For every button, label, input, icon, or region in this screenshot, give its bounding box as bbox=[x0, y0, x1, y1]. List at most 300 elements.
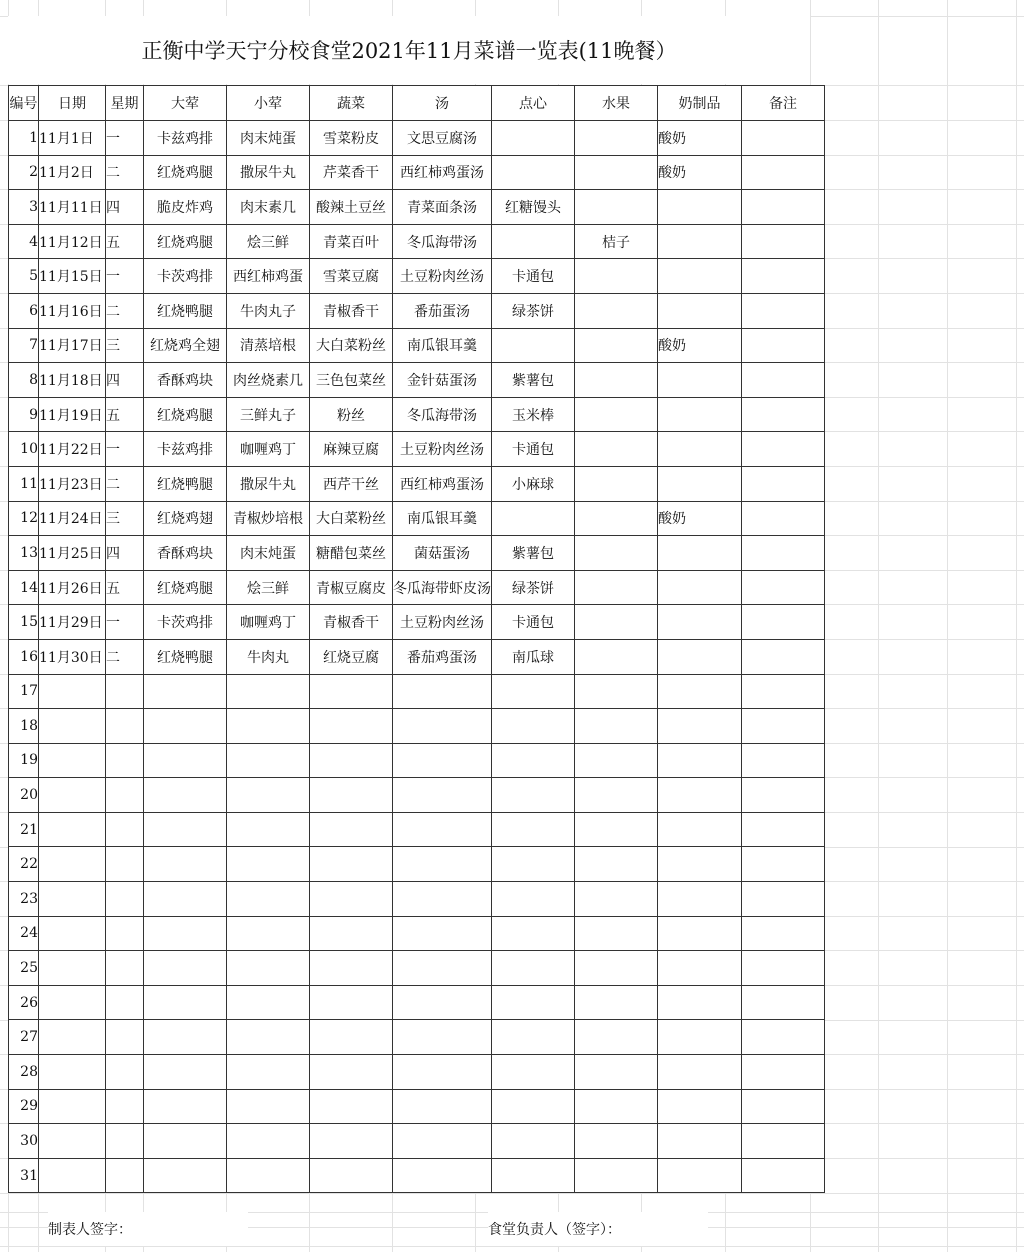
cell-main-meat: 红烧鸭腿 bbox=[144, 466, 227, 501]
cell-soup bbox=[393, 1158, 492, 1193]
cell-number: 9 bbox=[9, 397, 39, 432]
cell-snack bbox=[492, 121, 575, 156]
cell-fruit bbox=[575, 570, 658, 605]
table-row bbox=[9, 1158, 825, 1193]
cell-vegetable: 酸辣土豆丝 bbox=[310, 190, 393, 225]
cell-date bbox=[39, 674, 106, 709]
cell-soup: 土豆粉肉丝汤 bbox=[393, 605, 492, 640]
cell-note bbox=[742, 605, 825, 640]
cell-fruit: 桔子 bbox=[575, 224, 658, 259]
cell-fruit bbox=[575, 363, 658, 398]
cell-main-meat bbox=[144, 778, 227, 813]
cell-note bbox=[742, 190, 825, 225]
cell-number: 5 bbox=[9, 259, 39, 294]
header-dairy: 奶制品 bbox=[658, 86, 742, 121]
cell-note bbox=[742, 536, 825, 571]
table-row bbox=[9, 1089, 825, 1124]
cell-weekday bbox=[106, 709, 144, 744]
cell-main-meat: 卡兹鸡排 bbox=[144, 432, 227, 467]
cell-side-meat: 青椒炒培根 bbox=[227, 501, 310, 536]
cell-soup: 冬瓜海带汤 bbox=[393, 397, 492, 432]
cell-vegetable: 青椒豆腐皮 bbox=[310, 570, 393, 605]
cell-snack: 绿茶饼 bbox=[492, 293, 575, 328]
cell-vegetable bbox=[310, 882, 393, 917]
cell-number: 16 bbox=[9, 639, 39, 674]
cell-note bbox=[742, 778, 825, 813]
cell-weekday: 一 bbox=[106, 121, 144, 156]
cell-date: 11月30日 bbox=[39, 639, 106, 674]
cell-note bbox=[742, 328, 825, 363]
cell-weekday bbox=[106, 812, 144, 847]
cell-vegetable: 芹菜香干 bbox=[310, 155, 393, 190]
cell-number: 12 bbox=[9, 501, 39, 536]
cell-side-meat: 咖喱鸡丁 bbox=[227, 605, 310, 640]
cell-dairy bbox=[658, 1020, 742, 1055]
cell-snack bbox=[492, 1124, 575, 1159]
cell-dairy bbox=[658, 224, 742, 259]
cell-side-meat: 西红柿鸡蛋 bbox=[227, 259, 310, 294]
cell-side-meat: 肉末炖蛋 bbox=[227, 536, 310, 571]
cell-snack: 小麻球 bbox=[492, 466, 575, 501]
cell-soup: 青菜面条汤 bbox=[393, 190, 492, 225]
cell-soup: 番茄蛋汤 bbox=[393, 293, 492, 328]
cell-note bbox=[742, 916, 825, 951]
header-main-meat: 大荤 bbox=[144, 86, 227, 121]
cell-fruit bbox=[575, 847, 658, 882]
header-date: 日期 bbox=[39, 86, 106, 121]
cell-dairy bbox=[658, 536, 742, 571]
cell-main-meat: 卡茨鸡排 bbox=[144, 605, 227, 640]
cell-weekday bbox=[106, 1055, 144, 1090]
cell-date bbox=[39, 743, 106, 778]
cell-vegetable: 雪菜粉皮 bbox=[310, 121, 393, 156]
cell-vegetable: 麻辣豆腐 bbox=[310, 432, 393, 467]
cell-soup bbox=[393, 674, 492, 709]
cell-vegetable: 青椒香干 bbox=[310, 605, 393, 640]
header-snack: 点心 bbox=[492, 86, 575, 121]
cell-weekday: 五 bbox=[106, 397, 144, 432]
cell-date bbox=[39, 1089, 106, 1124]
cell-soup bbox=[393, 743, 492, 778]
table-row bbox=[9, 536, 825, 571]
table-row bbox=[9, 709, 825, 744]
cell-note bbox=[742, 951, 825, 986]
cell-weekday: 四 bbox=[106, 190, 144, 225]
cell-note bbox=[742, 1089, 825, 1124]
cell-soup: 南瓜银耳羹 bbox=[393, 328, 492, 363]
cell-note bbox=[742, 397, 825, 432]
cell-date: 11月19日 bbox=[39, 397, 106, 432]
cell-snack: 紫薯包 bbox=[492, 363, 575, 398]
cell-weekday bbox=[106, 743, 144, 778]
cell-soup bbox=[393, 985, 492, 1020]
cell-vegetable bbox=[310, 1055, 393, 1090]
cell-date bbox=[39, 778, 106, 813]
cell-soup: 南瓜银耳羹 bbox=[393, 501, 492, 536]
maker-signature-label: 制表人签字： bbox=[48, 1212, 248, 1246]
cell-vegetable bbox=[310, 674, 393, 709]
cell-soup: 文思豆腐汤 bbox=[393, 121, 492, 156]
cell-number: 28 bbox=[9, 1055, 39, 1090]
header-number: 编号 bbox=[9, 86, 39, 121]
table-row bbox=[9, 259, 825, 294]
cell-vegetable bbox=[310, 1020, 393, 1055]
cell-weekday: 四 bbox=[106, 363, 144, 398]
cell-dairy bbox=[658, 985, 742, 1020]
cell-number: 2 bbox=[9, 155, 39, 190]
cell-vegetable bbox=[310, 709, 393, 744]
cell-vegetable bbox=[310, 985, 393, 1020]
cell-date: 11月12日 bbox=[39, 224, 106, 259]
cell-weekday bbox=[106, 916, 144, 951]
cell-date: 11月23日 bbox=[39, 466, 106, 501]
table-row bbox=[9, 847, 825, 882]
gridline-horizontal bbox=[0, 1246, 1024, 1247]
cell-side-meat: 三鲜丸子 bbox=[227, 397, 310, 432]
table-row bbox=[9, 812, 825, 847]
cell-side-meat bbox=[227, 951, 310, 986]
cell-vegetable: 青菜百叶 bbox=[310, 224, 393, 259]
cell-date: 11月22日 bbox=[39, 432, 106, 467]
cell-note bbox=[742, 432, 825, 467]
cell-date bbox=[39, 812, 106, 847]
cell-main-meat: 红烧鸡翅 bbox=[144, 501, 227, 536]
cell-dairy bbox=[658, 951, 742, 986]
cell-vegetable bbox=[310, 916, 393, 951]
cell-weekday: 二 bbox=[106, 466, 144, 501]
cell-weekday: 二 bbox=[106, 639, 144, 674]
cell-snack bbox=[492, 847, 575, 882]
cell-date: 11月26日 bbox=[39, 570, 106, 605]
cell-fruit bbox=[575, 812, 658, 847]
cell-date: 11月11日 bbox=[39, 190, 106, 225]
cell-main-meat: 卡兹鸡排 bbox=[144, 121, 227, 156]
cell-dairy bbox=[658, 605, 742, 640]
header-soup: 汤 bbox=[393, 86, 492, 121]
cell-side-meat: 烩三鲜 bbox=[227, 570, 310, 605]
cell-weekday: 一 bbox=[106, 605, 144, 640]
cell-note bbox=[742, 1020, 825, 1055]
cell-date: 11月24日 bbox=[39, 501, 106, 536]
cell-soup bbox=[393, 847, 492, 882]
cell-side-meat: 撒尿牛丸 bbox=[227, 466, 310, 501]
cell-note bbox=[742, 259, 825, 294]
header-fruit: 水果 bbox=[575, 86, 658, 121]
cell-number: 4 bbox=[9, 224, 39, 259]
cell-number: 25 bbox=[9, 951, 39, 986]
cell-dairy bbox=[658, 882, 742, 917]
cell-main-meat bbox=[144, 1055, 227, 1090]
cell-dairy bbox=[658, 293, 742, 328]
cell-fruit bbox=[575, 1158, 658, 1193]
table-row bbox=[9, 121, 825, 156]
cell-dairy bbox=[658, 847, 742, 882]
cell-snack: 玉米棒 bbox=[492, 397, 575, 432]
cell-side-meat bbox=[227, 1089, 310, 1124]
table-row bbox=[9, 466, 825, 501]
cell-date bbox=[39, 1020, 106, 1055]
cell-snack: 红糖馒头 bbox=[492, 190, 575, 225]
menu-table bbox=[8, 85, 825, 1193]
cell-dairy bbox=[658, 778, 742, 813]
cell-soup bbox=[393, 812, 492, 847]
table-row bbox=[9, 328, 825, 363]
cell-weekday: 四 bbox=[106, 536, 144, 571]
cell-note bbox=[742, 709, 825, 744]
cell-side-meat bbox=[227, 882, 310, 917]
table-row bbox=[9, 605, 825, 640]
cell-side-meat: 肉丝烧素几 bbox=[227, 363, 310, 398]
cell-dairy: 酸奶 bbox=[658, 501, 742, 536]
table-row bbox=[9, 743, 825, 778]
cell-snack bbox=[492, 812, 575, 847]
cell-vegetable: 西芹干丝 bbox=[310, 466, 393, 501]
cell-note bbox=[742, 1158, 825, 1193]
cell-side-meat: 牛肉丸子 bbox=[227, 293, 310, 328]
cell-soup bbox=[393, 1020, 492, 1055]
cell-snack bbox=[492, 916, 575, 951]
cell-date: 11月2日 bbox=[39, 155, 106, 190]
cell-weekday: 二 bbox=[106, 155, 144, 190]
cell-date: 11月25日 bbox=[39, 536, 106, 571]
cell-dairy bbox=[658, 1158, 742, 1193]
cell-fruit bbox=[575, 397, 658, 432]
table-row bbox=[9, 985, 825, 1020]
table-row bbox=[9, 397, 825, 432]
cell-weekday bbox=[106, 882, 144, 917]
cell-date bbox=[39, 1055, 106, 1090]
table-row bbox=[9, 1124, 825, 1159]
cell-number: 24 bbox=[9, 916, 39, 951]
cell-snack bbox=[492, 1089, 575, 1124]
cell-dairy bbox=[658, 743, 742, 778]
cell-side-meat bbox=[227, 674, 310, 709]
cell-snack bbox=[492, 778, 575, 813]
cell-note bbox=[742, 1124, 825, 1159]
cell-number: 23 bbox=[9, 882, 39, 917]
cell-vegetable bbox=[310, 1089, 393, 1124]
cell-dairy bbox=[658, 1055, 742, 1090]
cell-number: 30 bbox=[9, 1124, 39, 1159]
cell-fruit bbox=[575, 916, 658, 951]
cell-side-meat bbox=[227, 778, 310, 813]
cell-soup bbox=[393, 916, 492, 951]
cell-main-meat: 香酥鸡块 bbox=[144, 363, 227, 398]
cell-date: 11月17日 bbox=[39, 328, 106, 363]
cell-vegetable: 雪菜豆腐 bbox=[310, 259, 393, 294]
cell-number: 3 bbox=[9, 190, 39, 225]
cell-number: 6 bbox=[9, 293, 39, 328]
cell-weekday bbox=[106, 1124, 144, 1159]
cell-dairy: 酸奶 bbox=[658, 121, 742, 156]
header-side-meat: 小荤 bbox=[227, 86, 310, 121]
cell-main-meat bbox=[144, 743, 227, 778]
cell-date: 11月18日 bbox=[39, 363, 106, 398]
table-row bbox=[9, 1020, 825, 1055]
cell-note bbox=[742, 501, 825, 536]
cell-number: 31 bbox=[9, 1158, 39, 1193]
cell-note bbox=[742, 847, 825, 882]
cell-number: 21 bbox=[9, 812, 39, 847]
cell-fruit bbox=[575, 190, 658, 225]
header-note: 备注 bbox=[742, 86, 825, 121]
cell-weekday bbox=[106, 985, 144, 1020]
cell-date: 11月29日 bbox=[39, 605, 106, 640]
cell-note bbox=[742, 121, 825, 156]
gridline-vertical bbox=[947, 0, 948, 1252]
cell-dairy bbox=[658, 812, 742, 847]
cell-dairy bbox=[658, 1124, 742, 1159]
cell-dairy bbox=[658, 1089, 742, 1124]
cell-main-meat bbox=[144, 1089, 227, 1124]
cell-main-meat bbox=[144, 916, 227, 951]
cell-main-meat: 卡茨鸡排 bbox=[144, 259, 227, 294]
cell-weekday bbox=[106, 847, 144, 882]
cell-fruit bbox=[575, 466, 658, 501]
cell-weekday bbox=[106, 1020, 144, 1055]
menu-title: 正衡中学天宁分校食堂2021年11月菜谱一览表(11晚餐） bbox=[8, 16, 810, 84]
cell-snack: 紫薯包 bbox=[492, 536, 575, 571]
cell-side-meat bbox=[227, 1124, 310, 1159]
cell-snack bbox=[492, 674, 575, 709]
cell-side-meat bbox=[227, 1055, 310, 1090]
cell-dairy bbox=[658, 916, 742, 951]
cell-main-meat bbox=[144, 985, 227, 1020]
cell-side-meat: 肉末炖蛋 bbox=[227, 121, 310, 156]
cell-date: 11月1日 bbox=[39, 121, 106, 156]
cell-main-meat bbox=[144, 812, 227, 847]
cell-vegetable bbox=[310, 778, 393, 813]
cell-weekday: 三 bbox=[106, 501, 144, 536]
table-row bbox=[9, 570, 825, 605]
cell-side-meat bbox=[227, 1158, 310, 1193]
cell-fruit bbox=[575, 709, 658, 744]
cell-side-meat bbox=[227, 916, 310, 951]
cell-note bbox=[742, 466, 825, 501]
cell-dairy bbox=[658, 466, 742, 501]
cell-date bbox=[39, 1124, 106, 1159]
cell-vegetable bbox=[310, 1158, 393, 1193]
cell-number: 18 bbox=[9, 709, 39, 744]
cell-note bbox=[742, 155, 825, 190]
cell-number: 7 bbox=[9, 328, 39, 363]
cell-fruit bbox=[575, 536, 658, 571]
cell-weekday: 一 bbox=[106, 432, 144, 467]
cell-vegetable: 粉丝 bbox=[310, 397, 393, 432]
cell-note bbox=[742, 882, 825, 917]
cell-fruit bbox=[575, 1124, 658, 1159]
table-row bbox=[9, 155, 825, 190]
cell-number: 13 bbox=[9, 536, 39, 571]
cell-fruit bbox=[575, 293, 658, 328]
table-row bbox=[9, 778, 825, 813]
cell-dairy bbox=[658, 432, 742, 467]
cell-side-meat bbox=[227, 847, 310, 882]
cell-fruit bbox=[575, 501, 658, 536]
cell-soup bbox=[393, 709, 492, 744]
cell-note bbox=[742, 224, 825, 259]
cell-main-meat: 红烧鸡腿 bbox=[144, 155, 227, 190]
cell-weekday: 三 bbox=[106, 328, 144, 363]
cell-fruit bbox=[575, 605, 658, 640]
table-row bbox=[9, 224, 825, 259]
cell-weekday: 五 bbox=[106, 224, 144, 259]
cell-snack bbox=[492, 1055, 575, 1090]
cell-date bbox=[39, 916, 106, 951]
cell-fruit bbox=[575, 432, 658, 467]
cell-main-meat: 红烧鸡腿 bbox=[144, 397, 227, 432]
cell-soup bbox=[393, 951, 492, 986]
cell-vegetable: 糖醋包菜丝 bbox=[310, 536, 393, 571]
table-row bbox=[9, 363, 825, 398]
cell-snack bbox=[492, 328, 575, 363]
cell-number: 1 bbox=[9, 121, 39, 156]
gridline-vertical bbox=[1016, 0, 1017, 1252]
cell-vegetable bbox=[310, 1124, 393, 1159]
cell-soup: 番茄鸡蛋汤 bbox=[393, 639, 492, 674]
cell-main-meat: 红烧鸡全翅 bbox=[144, 328, 227, 363]
cell-date bbox=[39, 951, 106, 986]
cell-snack bbox=[492, 882, 575, 917]
table-row bbox=[9, 293, 825, 328]
cell-fruit bbox=[575, 121, 658, 156]
cell-fruit bbox=[575, 1055, 658, 1090]
cell-soup: 西红柿鸡蛋汤 bbox=[393, 155, 492, 190]
cell-main-meat: 红烧鸡腿 bbox=[144, 224, 227, 259]
cell-number: 10 bbox=[9, 432, 39, 467]
cell-note bbox=[742, 812, 825, 847]
cell-snack bbox=[492, 1158, 575, 1193]
table-row bbox=[9, 190, 825, 225]
cell-snack: 卡通包 bbox=[492, 605, 575, 640]
cell-side-meat: 牛肉丸 bbox=[227, 639, 310, 674]
cell-snack: 卡通包 bbox=[492, 432, 575, 467]
cell-side-meat: 撒尿牛丸 bbox=[227, 155, 310, 190]
cell-number: 11 bbox=[9, 466, 39, 501]
cell-main-meat: 红烧鸡腿 bbox=[144, 570, 227, 605]
cell-fruit bbox=[575, 743, 658, 778]
cell-fruit bbox=[575, 1020, 658, 1055]
cell-soup bbox=[393, 1055, 492, 1090]
cell-main-meat bbox=[144, 882, 227, 917]
cell-soup: 冬瓜海带汤 bbox=[393, 224, 492, 259]
cell-main-meat bbox=[144, 1020, 227, 1055]
cell-weekday bbox=[106, 778, 144, 813]
cell-snack bbox=[492, 985, 575, 1020]
cell-soup: 土豆粉肉丝汤 bbox=[393, 259, 492, 294]
cell-weekday bbox=[106, 1158, 144, 1193]
cell-side-meat: 咖喱鸡丁 bbox=[227, 432, 310, 467]
cell-soup bbox=[393, 778, 492, 813]
cell-dairy bbox=[658, 259, 742, 294]
cell-side-meat bbox=[227, 1020, 310, 1055]
cell-vegetable bbox=[310, 951, 393, 986]
cell-side-meat: 清蒸培根 bbox=[227, 328, 310, 363]
cell-main-meat: 红烧鸭腿 bbox=[144, 293, 227, 328]
cell-number: 29 bbox=[9, 1089, 39, 1124]
cell-main-meat: 红烧鸭腿 bbox=[144, 639, 227, 674]
cell-number: 15 bbox=[9, 605, 39, 640]
cell-fruit bbox=[575, 882, 658, 917]
cell-fruit bbox=[575, 778, 658, 813]
cell-main-meat bbox=[144, 1158, 227, 1193]
cell-fruit bbox=[575, 951, 658, 986]
cell-fruit bbox=[575, 259, 658, 294]
cell-side-meat: 烩三鲜 bbox=[227, 224, 310, 259]
cell-note bbox=[742, 293, 825, 328]
cell-snack bbox=[492, 155, 575, 190]
cell-weekday: 一 bbox=[106, 259, 144, 294]
